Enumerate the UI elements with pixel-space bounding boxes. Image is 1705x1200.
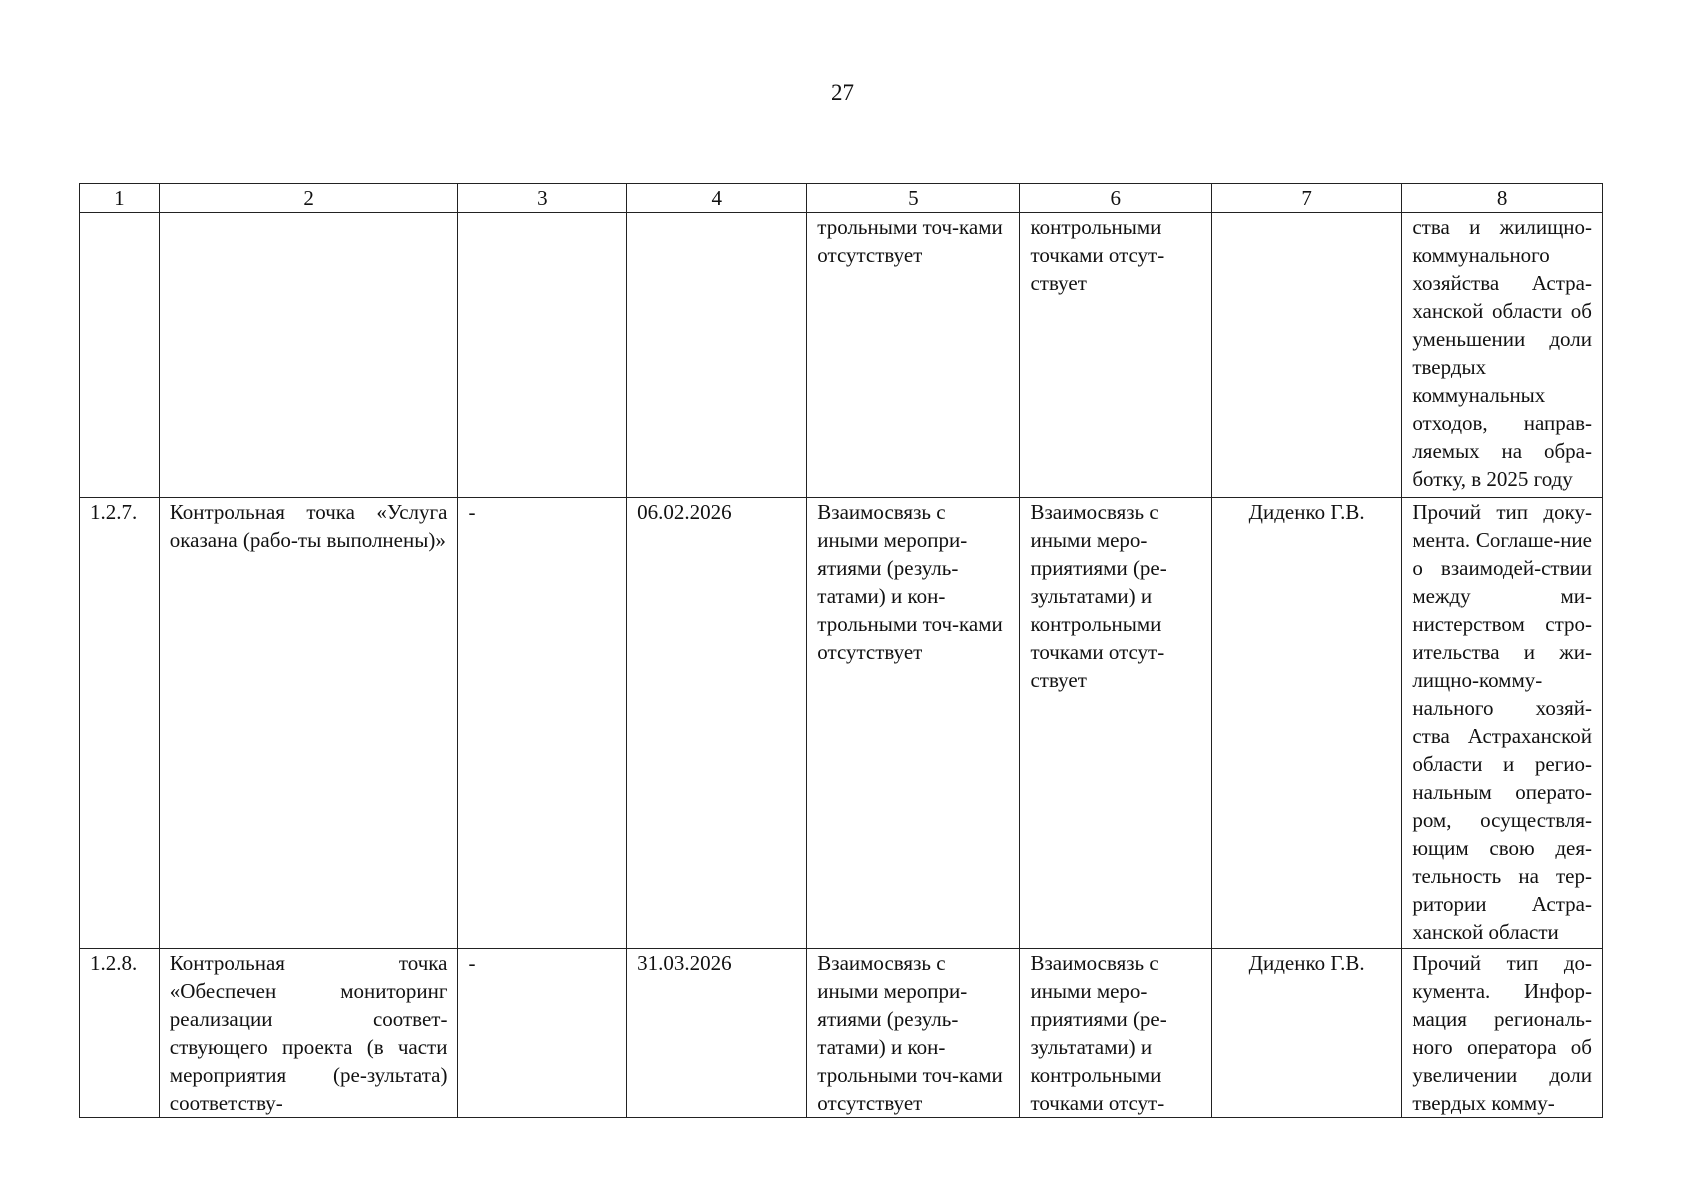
successor-cell: Взаимосвязь с иными меро-приятиями (ре-зультатами) и контрольными точками отсут-ствует: [1020, 498, 1212, 949]
row-number-cell: [80, 213, 160, 498]
column-header-8: 8: [1402, 184, 1603, 213]
column-header-2: 2: [159, 184, 458, 213]
responsible-cell: Диденко Г.В.: [1211, 498, 1401, 949]
start-date-cell: -: [458, 498, 627, 949]
start-date-cell: -: [458, 949, 627, 1118]
column-header-7: 7: [1211, 184, 1401, 213]
row-number-cell: 1.2.7.: [80, 498, 160, 949]
column-header-6: 6: [1020, 184, 1212, 213]
column-header-5: 5: [807, 184, 1020, 213]
page-number: 27: [831, 80, 854, 105]
predecessor-cell: Взаимосвязь с иными меропри-ятиями (резуль-татами) и кон-трольными точ-ками отсутствует: [807, 949, 1020, 1118]
responsible-cell: [1211, 213, 1401, 498]
column-number-row: [80, 184, 1603, 213]
table-row: [80, 949, 1603, 1118]
column-header-3: 3: [458, 184, 627, 213]
predecessor-cell: трольными точ-ками отсутствует: [807, 213, 1020, 498]
column-header-4: 4: [627, 184, 807, 213]
measures-table: [79, 183, 1603, 1118]
measure-name-cell: Контрольная точка «Обеспечен мониторинг реализации соответ-ствующего проекта (в части мероприятия (ре-зультата) соответству-: [159, 949, 458, 1118]
end-date-cell: 31.03.2026: [627, 949, 807, 1118]
table-row: [80, 213, 1603, 498]
start-date-cell: [458, 213, 627, 498]
successor-cell: контрольными точками отсут-ствует: [1020, 213, 1212, 498]
measure-name-cell: Контрольная точка «Услуга оказана (рабо-ты выполнены)»: [159, 498, 458, 949]
predecessor-cell: Взаимосвязь с иными меропри-ятиями (резуль-татами) и кон-трольными точ-ками отсутствует: [807, 498, 1020, 949]
end-date-cell: [627, 213, 807, 498]
table-row: [80, 498, 1603, 949]
document-cell: ства и жилищно-коммунального хозяйства Астра-ханской области об уменьшении доли твердых коммунальных отходов, направ-ляемых на обра-ботку, в 2025 году: [1402, 213, 1603, 498]
successor-cell: Взаимосвязь с иными меро-приятиями (ре-зультатами) и контрольными точками отсут-: [1020, 949, 1212, 1118]
end-date-cell: 06.02.2026: [627, 498, 807, 949]
document-cell: Прочий тип доку-мента. Соглаше-ние о взаимодей-ствии между ми-нистерством стро-ительства и жи-лищно-комму-нального хозяй-ства Астраханской области и регио-нальным операто-ром, осуществля-ющим свою дея-тельность на тер-ритории Астра-ханской области: [1402, 498, 1603, 949]
column-header-1: 1: [80, 184, 160, 213]
measure-name-cell: [159, 213, 458, 498]
document-cell: Прочий тип до-кумента. Инфор-мация региональ-ного оператора об увеличении доли твердых комму-: [1402, 949, 1603, 1118]
row-number-cell: 1.2.8.: [80, 949, 160, 1118]
responsible-cell: Диденко Г.В.: [1211, 949, 1401, 1118]
